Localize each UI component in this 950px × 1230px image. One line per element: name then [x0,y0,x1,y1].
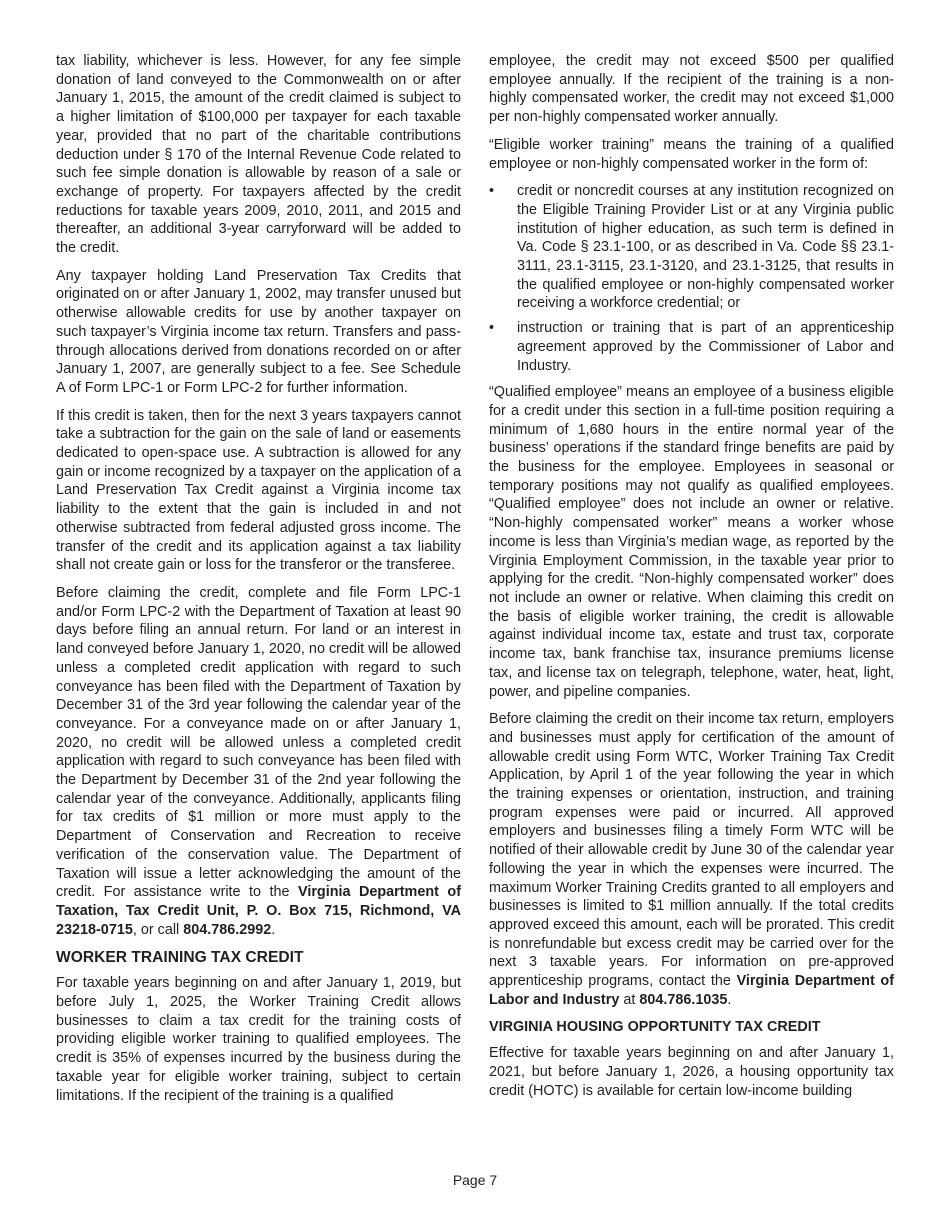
paragraph-subtraction-rules: If this credit is taken, then for the next 3 years taxpayers cannot take a subtraction for the gain on the sale of land or easements dedicated to open-space use. A subtraction is allowed for any gain or income recognized by a taxpayer on the application of a Land Preservation Tax Credit against a Virginia income tax liability to the extent that the gain is included in and not otherwise subtracted from federal adjusted gross income. The transfer of the credit and its application against a tax liability shall not create gain or loss for the transferor or the transferee. [56,407,461,574]
certification-text: Before claiming the credit on their income tax return, employers and businesses must apply for certification of the amount of allowable credit using Form WTC, Worker Training Tax Credit Application, by April 1 of the year following the year in which the training expenses or orientation, instruction, and training program expenses were paid or incurred. All approved employers and businesses filing a timely Form WTC will be notified of their allowable credit by June 30 of the calendar year following the year in which the expenses were incurred. The maximum Worker Training Credits granted to all employers and businesses is limited to $1 million annually. If the total credits approved exceed this amount, each will be prorated. This credit is nonrefundable but excess credit may be carried over for the next 3 taxable years. For information on pre-approved apprenticeship programs, contact the [489,711,894,990]
application-filing-text: Before claiming the credit, complete and file Form LPC-1 and/or Form LPC-2 with the Department of Taxation at least 90 days before filing an annual return. For land or an interest in land conveyed before January 1, 2020, no credit will be allowed unless a completed credit application with regard to such conveyance has been filed with the Department of Taxation by December 31 of the 3rd year following the calendar year of the conveyance. For a conveyance made on or after January 1, 2020, no credit will be allowed unless a completed credit application with regard to such conveyance has been filed with the Department by December 31 of the 2nd year following the calendar year of the conveyance. Additionally, applicants filing for tax credits of $1 million or more must apply to the Department of Conservation and Recreation to receive verification of the conservation value. The Department of Taxation will issue a letter acknowledging the amount of the credit. For assistance write to the [56,584,461,901]
paragraph-fee-simple-limitation: tax liability, whichever is less. However, for any fee simple donation of land conveyed to the Commonwealth on or after January 1, 2015, the amount of the credit claimed is subject to a higher limitation of $100,000 per taxpayer for each taxable year, provided that no part of the charitable contributions deduction under § 170 of the Internal Revenue Code related to such fee simple donation is allowable by reason of a sale or exchange of property. For taxpayers affected by the credit reductions for taxable years 2009, 2010, 2011, and 2015 and thereafter, an additional 3-year carryforward will be added to the credit. [56,53,461,257]
application-filing-mid: , or call [132,921,184,938]
left-column [56,52,461,1114]
page-number: Page 7 [452,1172,498,1188]
paragraph-credit-limits: employee, the credit may not exceed $500 per qualified employee annually. If the recipient of the training is a non-highly compensated worker, the credit may not exceed $1,000 per non-highly compensated worker annually. [489,53,894,126]
paragraph-housing-opportunity-intro: Effective for taxable years beginning on and after January 1, 2021, but before January 1, 2026, a housing opportunity tax credit (HOTC) is available for certain low-income building [489,1045,894,1099]
tax-credit-unit-phone: 804.786.2992 [183,921,272,938]
tax-credit-unit-address: Virginia Department of Taxation, Tax Credit Unit, P. O. Box 715, Richmond, VA 23218-0715 [56,884,461,938]
paragraph-qualified-employee-def: “Qualified employee” means an employee of a business eligible for a credit under this section in a full-time position requiring a minimum of 1,680 hours in the entire normal year of the business’ operations if the standard fringe benefits are paid by the business for the employee. Employees in seasonal or temporary positions may not qualify as qualified employees. “Qualified employee” does not include an owner or relative. “Non-highly compensated worker” means a worker whose income is less than Virginia’s median wage, as reported by the Virginia Employment Commission, in the taxable year prior to applying for the credit. “Non-highly compensated worker” does not include an owner or relative. When claiming this credit on the basis of eligible worker training, the credit is allowable against individual income tax, estate and trust tax, corporate income tax, bank franchise tax, insurance premiums license tax, and license tax on telegraph, telephone, water, heat, light, power, and pipeline companies. [489,384,894,700]
paragraph-worker-training-intro: For taxable years beginning on and after January 1, 2019, but before July 1, 2025, the Worker Training Credit allows businesses to claim a tax credit for the training costs of providing eligible worker training to qualified employees. The credit is 35% of expenses incurred by the business during the taxable year for eligible worker training, subject to certain limitations. If the recipient of the training is a qualified [56,975,461,1104]
paragraph-application-filing [56,584,461,939]
right-column [489,52,894,1110]
labor-industry-phone: 804.786.1035 [639,991,728,1008]
heading-housing-opportunity: VIRGINIA HOUSING OPPORTUNITY TAX CREDIT [489,1019,821,1036]
eligible-training-list [489,182,894,375]
labor-industry-dept: Virginia Department of Labor and Industry [489,973,895,1008]
list-item: • instruction or training that is part of an apprenticeship agreement approved by the Commissioner of Labor and Industry. [489,319,894,375]
list-item: • credit or noncredit courses at any institution recognized on the Eligible Training Provider List or at any Virginia public institution of higher education, as such term is defined in Va. Code § 23.1-100, or as described in Va. Code §§ 23.1-3111, 23.1-3115, 23.1-3120, and 23.1-3125, that results in the qualified employee or non-highly compensated worker receiving a workforce credential; or [489,182,894,313]
heading-worker-training: WORKER TRAINING TAX CREDIT [56,949,304,967]
certification-mid: at [619,991,640,1008]
paragraph-credit-transfer: Any taxpayer holding Land Preservation Tax Credits that originated on or after January 1, 2002, may transfer unused but otherwise allowable credits for use by another taxpayer on such taxpayer’s Virginia income tax return. Transfers and pass-through allocations derived from donations recorded on or after January 1, 2007, are generally subject to a fee. See Schedule A of Form LPC-1 or Form LPC-2 for further information. [56,267,461,396]
application-filing-end: . [271,921,276,938]
paragraph-certification [489,710,894,1009]
certification-end: . [727,991,732,1008]
paragraph-eligible-training-def: “Eligible worker training” means the training of a qualified employee or non-highly compensated worker in the form of: [489,136,894,172]
